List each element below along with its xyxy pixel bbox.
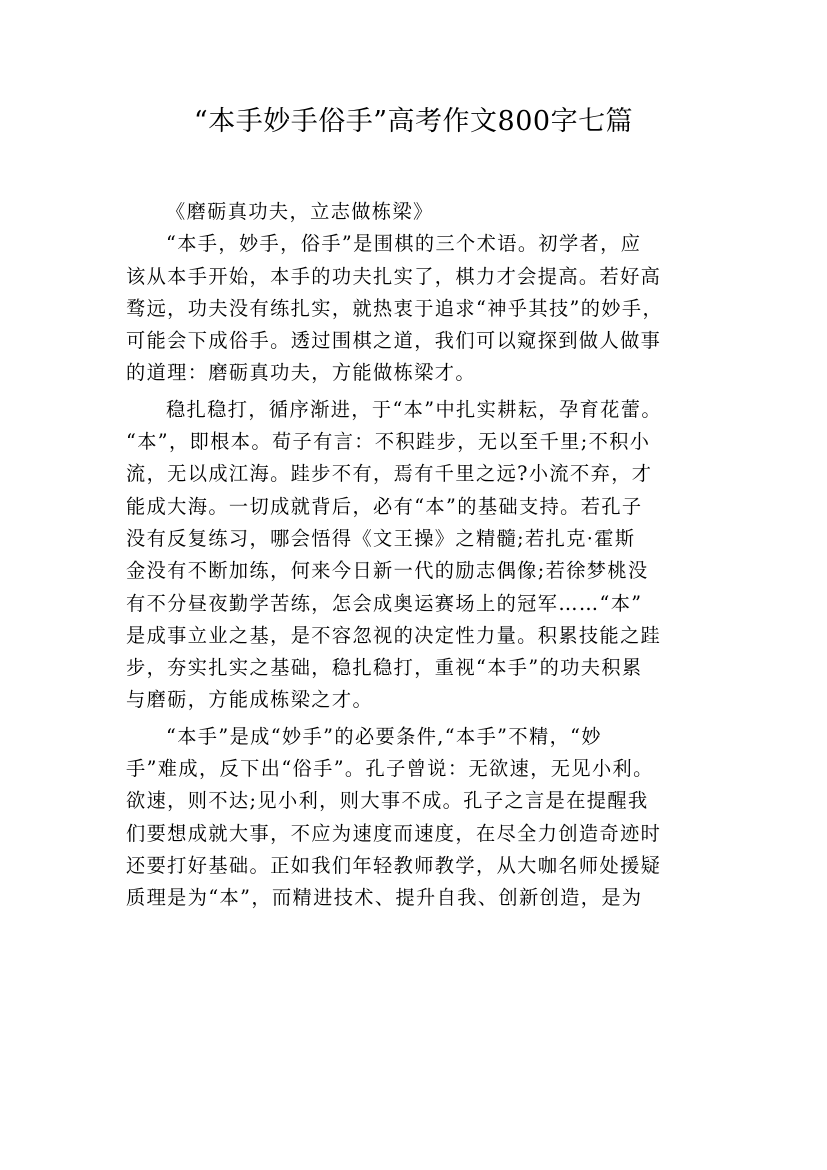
paragraph-line: 是成事立业之基，是不容忽视的决定性力量。积累技能之跬 (126, 623, 662, 647)
paragraph-line: 骛远，功夫没有练扎实，就热衷于追求“神乎其技”的妙手， (126, 296, 664, 320)
paragraph-line: 手”难成，反下出“俗手”。孔子曾说：无欲速，无见小利。 (126, 757, 654, 781)
paragraph-line: 金没有不断加练，何来今日新一代的励志偶像;若徐梦桃没 (126, 559, 649, 583)
paragraph-line: “本手”是成“妙手”的必要条件,“本手”不精，“妙 (166, 724, 602, 748)
paragraph-line: 们要想成就大事，不应为速度而速度，在尽全力创造奇迹时 (126, 821, 662, 845)
paragraph-line: “本手，妙手，俗手”是围棋的三个术语。初学者，应 (166, 232, 642, 256)
paragraph-line: 与磨砺，方能成栋梁之才。 (126, 688, 374, 712)
document-body (126, 196, 726, 915)
paragraph-line: 流，无以成江海。跬步不有，焉有千里之远?小流不弃，才 (126, 462, 653, 486)
paragraph-line: 的道理：磨砺真功夫，方能做栋梁才。 (126, 361, 476, 385)
paragraph-line: “本”，即根本。荀子有言：不积跬步，无以至千里;不积小 (126, 430, 651, 454)
paragraph-line: 可能会下成俗手。透过围棋之道，我们可以窥探到做人做事 (126, 329, 662, 353)
paragraph-line: 还要打好基础。正如我们年轻教师教学，从大咖名师处援疑 (126, 853, 662, 877)
paragraph-line: 该从本手开始，本手的功夫扎实了，棋力才会提高。若好高 (126, 264, 662, 288)
paragraph-line: 稳扎稳打，循序渐进，于“本”中扎实耕耘，孕育花蕾。 (166, 397, 662, 421)
essay-subtitle: 《磨砺真功夫，立志做栋梁》 (166, 200, 434, 223)
paragraph-line: 步，夯实扎实之基础，稳扎稳打，重视“本手”的功夫积累 (126, 656, 643, 680)
paragraph-line: 质理是为“本”，而精进技术、提升自我、创新创造，是为 (126, 886, 643, 910)
paragraph-line: 能成大海。一切成就背后，必有“本”的基础支持。若孔子 (126, 494, 643, 518)
paragraph-line: 欲速，则不达;见小利，则大事不成。孔子之言是在提醒我 (126, 789, 649, 813)
paragraph-line: 没有反复练习，哪会悟得《文王操》之精髓;若扎克·霍斯 (126, 526, 636, 550)
paragraph-line: 有不分昼夜勤学苦练，怎会成奥运赛场上的冠军……“本” (126, 591, 643, 615)
document-title: “本手妙手俗手”高考作文800字七篇 (193, 106, 634, 137)
